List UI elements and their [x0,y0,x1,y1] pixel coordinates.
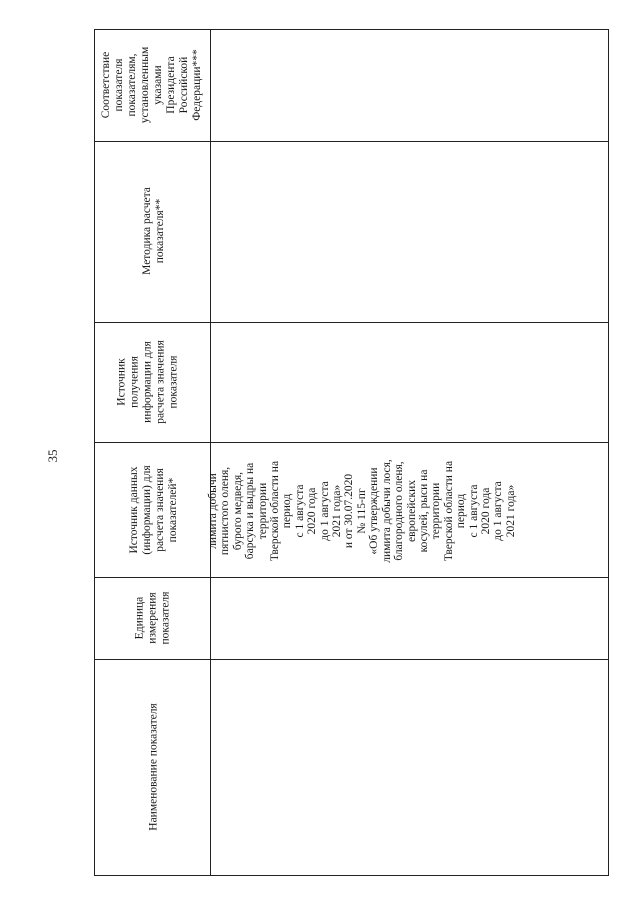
header-data-source: Источник данных (информации) для расчета значения показателей* [128,465,179,555]
info-source-cell [211,323,608,441]
name-cell [211,660,608,875]
unit-cell [211,578,608,658]
header-name: Наименование показателя [147,703,160,831]
header-unit: Единица измерения показателя [133,591,172,645]
compliance-cell [211,30,608,140]
header-method: Методика расчета показателя** [141,187,166,275]
data-source-cell: лимита добычи пятнистого оленя, бурого медведя, барсука и выдры на территории Тверской области на период с 1 августа 2020 года до 1 августа 2021 года» и от 30.07.2020 № 115-пг «Об утверждении лимита добычи лося, благородного оленя, европейских косулей, рыси на территории Тверской области на период с 1 августа 2020 года до 1 августа 2021 года» [206,459,517,563]
column-divider-info-datasource [94,442,609,443]
header-info-source: Источник получения информации для расчета значения показателя [115,340,180,424]
header-compliance: Соответствие показателя показателям, установленным указами Президента Российской Федерации*** [100,46,203,124]
method-cell [211,142,608,321]
page-number: 35 [45,449,60,463]
